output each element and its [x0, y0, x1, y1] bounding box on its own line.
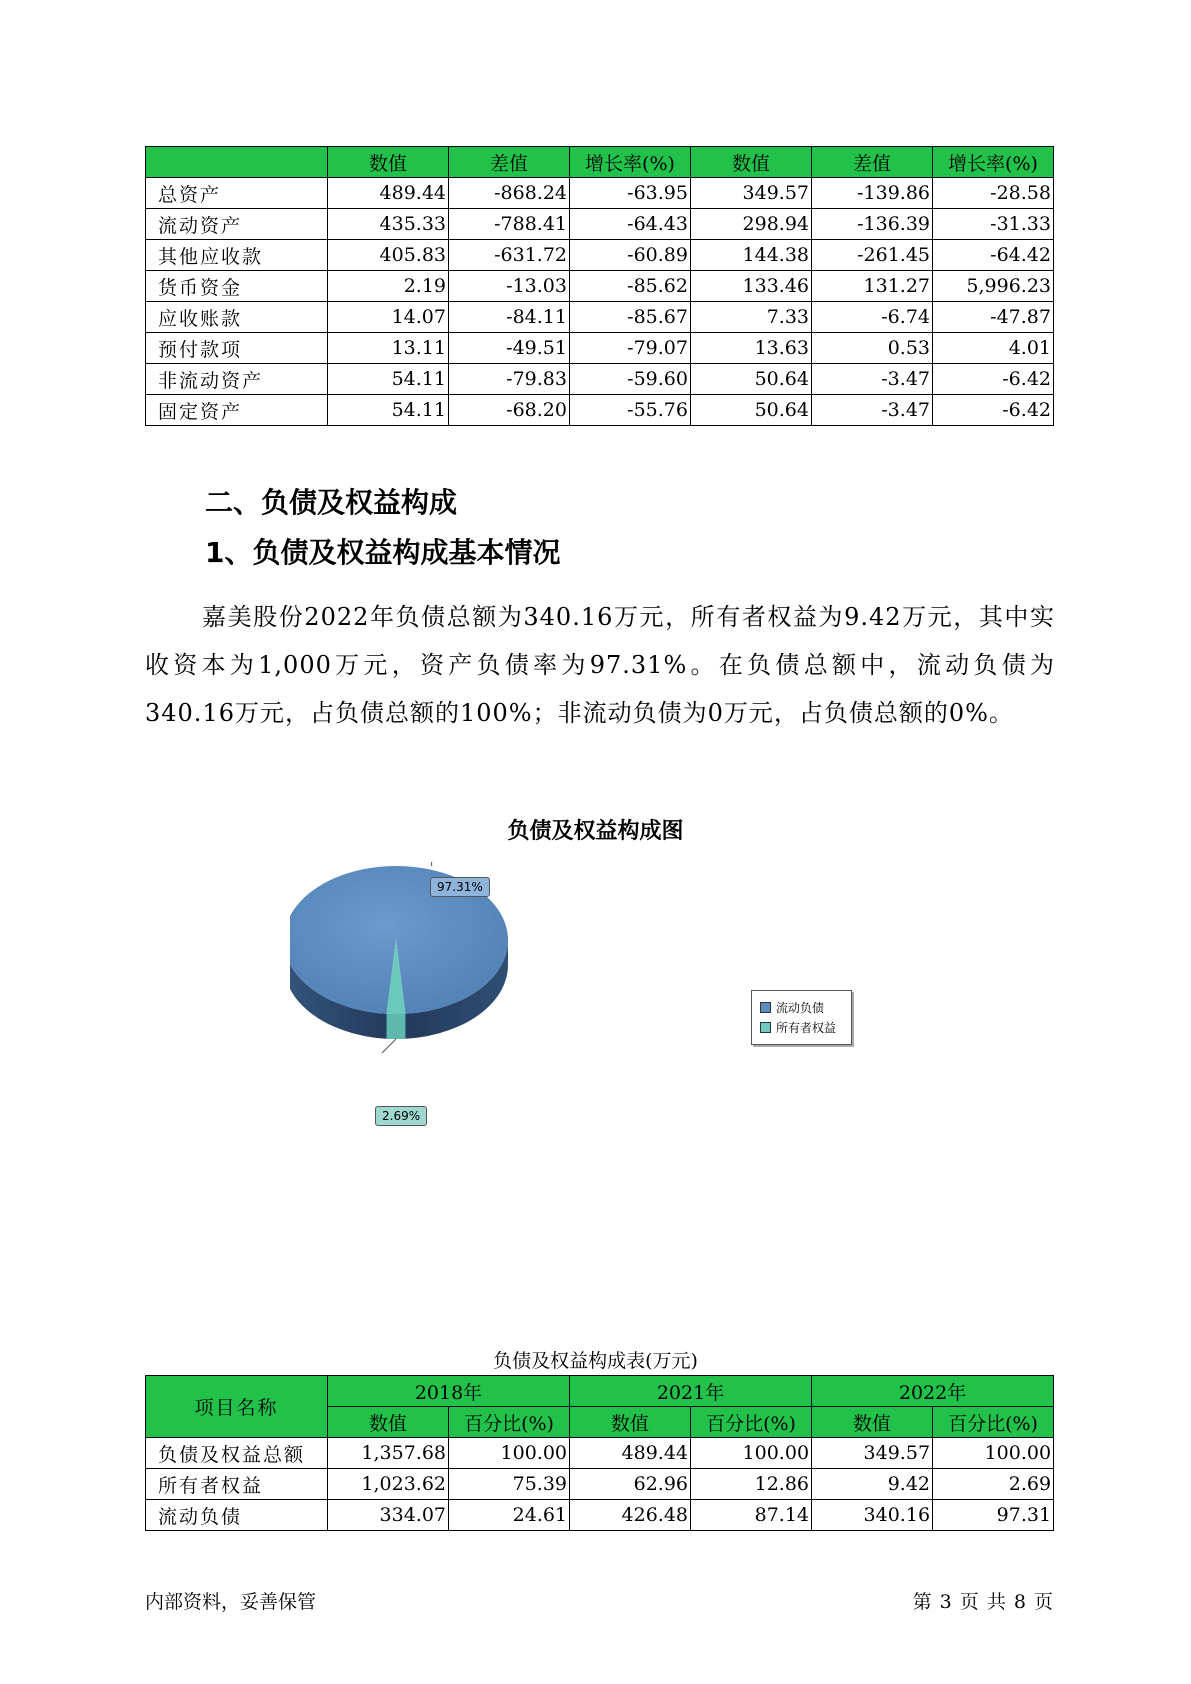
- summary-paragraph: 嘉美股份2022年负债总额为340.16万元，所有者权益为9.42万元，其中实收资本为1,000万元，资产负债率为97.31%。在负债总额中，流动负债为340.16万元，占负债总额的100%；非流动负债为0万元，占负债总额的0%。: [145, 603, 1055, 727]
- table-header-row: [146, 147, 1054, 178]
- value-cell: 489.44: [328, 178, 449, 209]
- value-cell: -64.42: [933, 240, 1054, 271]
- row-label-cell: 货币资金: [146, 271, 328, 302]
- value-cell: 12.86: [691, 1469, 812, 1500]
- pie-slice-side-owners-equity: [387, 1014, 406, 1039]
- legend-swatch: [760, 1022, 771, 1033]
- value-cell: 50.64: [691, 395, 812, 426]
- table-row: [146, 333, 1054, 364]
- value-cell: 349.57: [812, 1438, 933, 1469]
- value-cell: 9.42: [812, 1469, 933, 1500]
- value-cell: -85.62: [570, 271, 691, 302]
- row-label-cell: 流动负债: [146, 1500, 328, 1531]
- legend-item: [760, 999, 824, 1016]
- pie-label-current-liabilities: 97.31%: [430, 877, 490, 897]
- value-cell: 100.00: [933, 1438, 1054, 1469]
- value-cell: 24.61: [449, 1500, 570, 1531]
- header-cell: 差值: [449, 147, 570, 178]
- header-cell: 增长率(%): [933, 147, 1054, 178]
- value-cell: 4.01: [933, 333, 1054, 364]
- pie-label-owners-equity: 2.69%: [375, 1106, 427, 1126]
- value-cell: 435.33: [328, 209, 449, 240]
- row-label-cell: 预付款项: [146, 333, 328, 364]
- value-cell: -84.11: [449, 302, 570, 333]
- row-label-cell: 固定资产: [146, 395, 328, 426]
- value-cell: -63.95: [570, 178, 691, 209]
- value-cell: -788.41: [449, 209, 570, 240]
- value-cell: 54.11: [328, 395, 449, 426]
- value-cell: -139.86: [812, 178, 933, 209]
- value-cell: 5,996.23: [933, 271, 1054, 302]
- value-cell: 50.64: [691, 364, 812, 395]
- chart-legend: [751, 990, 852, 1045]
- value-cell: -3.47: [812, 364, 933, 395]
- header-cell: 百分比(%): [449, 1407, 570, 1438]
- item-header: 项目名称: [146, 1376, 328, 1438]
- header-cell: 差值: [812, 147, 933, 178]
- chart-title: 负债及权益构成图: [507, 819, 684, 844]
- value-cell: 1,357.68: [328, 1438, 449, 1469]
- section-heading: 二、负债及权益构成: [205, 486, 458, 519]
- row-label-cell: 负债及权益总额: [146, 1438, 328, 1469]
- header-cell: 数值: [691, 147, 812, 178]
- row-label-cell: 非流动资产: [146, 364, 328, 395]
- value-cell: 131.27: [812, 271, 933, 302]
- year-header: 2022年: [812, 1376, 1054, 1407]
- value-cell: 2.19: [328, 271, 449, 302]
- legend-label: 所有者权益: [776, 1021, 837, 1035]
- table-row: [146, 240, 1054, 271]
- value-cell: -79.07: [570, 333, 691, 364]
- value-cell: 97.31: [933, 1500, 1054, 1531]
- value-cell: -28.58: [933, 178, 1054, 209]
- value-cell: 0.53: [812, 333, 933, 364]
- value-cell: 144.38: [691, 240, 812, 271]
- header-cell: [146, 147, 328, 178]
- value-cell: 349.57: [691, 178, 812, 209]
- header-cell: 数值: [812, 1407, 933, 1438]
- year-header: 2018年: [328, 1376, 570, 1407]
- value-cell: 62.96: [570, 1469, 691, 1500]
- header-cell: 百分比(%): [691, 1407, 812, 1438]
- header-cell: 数值: [570, 1407, 691, 1438]
- row-label-cell: 流动资产: [146, 209, 328, 240]
- value-cell: 2.69: [933, 1469, 1054, 1500]
- table-row: [146, 1500, 1054, 1531]
- table-row: [146, 364, 1054, 395]
- value-cell: 298.94: [691, 209, 812, 240]
- value-cell: 87.14: [691, 1500, 812, 1531]
- table-caption: 负债及权益构成表(万元): [493, 1350, 698, 1372]
- row-label-cell: 所有者权益: [146, 1469, 328, 1500]
- pie-chart: [290, 862, 570, 1102]
- value-cell: -31.33: [933, 209, 1054, 240]
- table-header-row: [146, 1376, 1054, 1407]
- footer-confidential-note: 内部资料，妥善保管: [145, 1591, 317, 1613]
- value-cell: 75.39: [449, 1469, 570, 1500]
- table-row: [146, 1469, 1054, 1500]
- value-cell: 334.07: [328, 1500, 449, 1531]
- value-cell: 100.00: [691, 1438, 812, 1469]
- value-cell: 13.11: [328, 333, 449, 364]
- value-cell: 7.33: [691, 302, 812, 333]
- table-row: [146, 395, 1054, 426]
- year-header: 2021年: [570, 1376, 812, 1407]
- legend-swatch: [760, 1002, 771, 1013]
- value-cell: -13.03: [449, 271, 570, 302]
- value-cell: -3.47: [812, 395, 933, 426]
- value-cell: -6.42: [933, 364, 1054, 395]
- row-label-cell: 其他应收款: [146, 240, 328, 271]
- legend-item: [760, 1019, 836, 1036]
- value-cell: 405.83: [328, 240, 449, 271]
- value-cell: -60.89: [570, 240, 691, 271]
- value-cell: -261.45: [812, 240, 933, 271]
- value-cell: 426.48: [570, 1500, 691, 1531]
- pie-leader-line: [382, 1039, 396, 1053]
- asset-change-table: [145, 146, 1054, 426]
- liability-equity-table: [145, 1375, 1054, 1531]
- row-label-cell: 应收账款: [146, 302, 328, 333]
- header-cell: 百分比(%): [933, 1407, 1054, 1438]
- value-cell: -85.67: [570, 302, 691, 333]
- value-cell: -47.87: [933, 302, 1054, 333]
- footer-page-number: 第 3 页 共 8 页: [912, 1591, 1054, 1613]
- legend-label: 流动负债: [776, 1001, 825, 1015]
- value-cell: -136.39: [812, 209, 933, 240]
- value-cell: 489.44: [570, 1438, 691, 1469]
- section-subheading: 1、负债及权益构成基本情况: [205, 536, 561, 569]
- value-cell: -59.60: [570, 364, 691, 395]
- value-cell: 133.46: [691, 271, 812, 302]
- value-cell: -631.72: [449, 240, 570, 271]
- value-cell: 14.07: [328, 302, 449, 333]
- value-cell: 54.11: [328, 364, 449, 395]
- value-cell: -64.43: [570, 209, 691, 240]
- value-cell: -6.74: [812, 302, 933, 333]
- value-cell: 13.63: [691, 333, 812, 364]
- table-row: [146, 209, 1054, 240]
- table-row: [146, 178, 1054, 209]
- value-cell: -55.76: [570, 395, 691, 426]
- value-cell: -68.20: [449, 395, 570, 426]
- header-cell: 数值: [328, 1407, 449, 1438]
- value-cell: -6.42: [933, 395, 1054, 426]
- value-cell: 100.00: [449, 1438, 570, 1469]
- table-row: [146, 271, 1054, 302]
- value-cell: -49.51: [449, 333, 570, 364]
- header-cell: 数值: [328, 147, 449, 178]
- table-row: [146, 302, 1054, 333]
- value-cell: -868.24: [449, 178, 570, 209]
- row-label-cell: 总资产: [146, 178, 328, 209]
- value-cell: 1,023.62: [328, 1469, 449, 1500]
- header-cell: 增长率(%): [570, 147, 691, 178]
- value-cell: -79.83: [449, 364, 570, 395]
- value-cell: 340.16: [812, 1500, 933, 1531]
- table-row: [146, 1438, 1054, 1469]
